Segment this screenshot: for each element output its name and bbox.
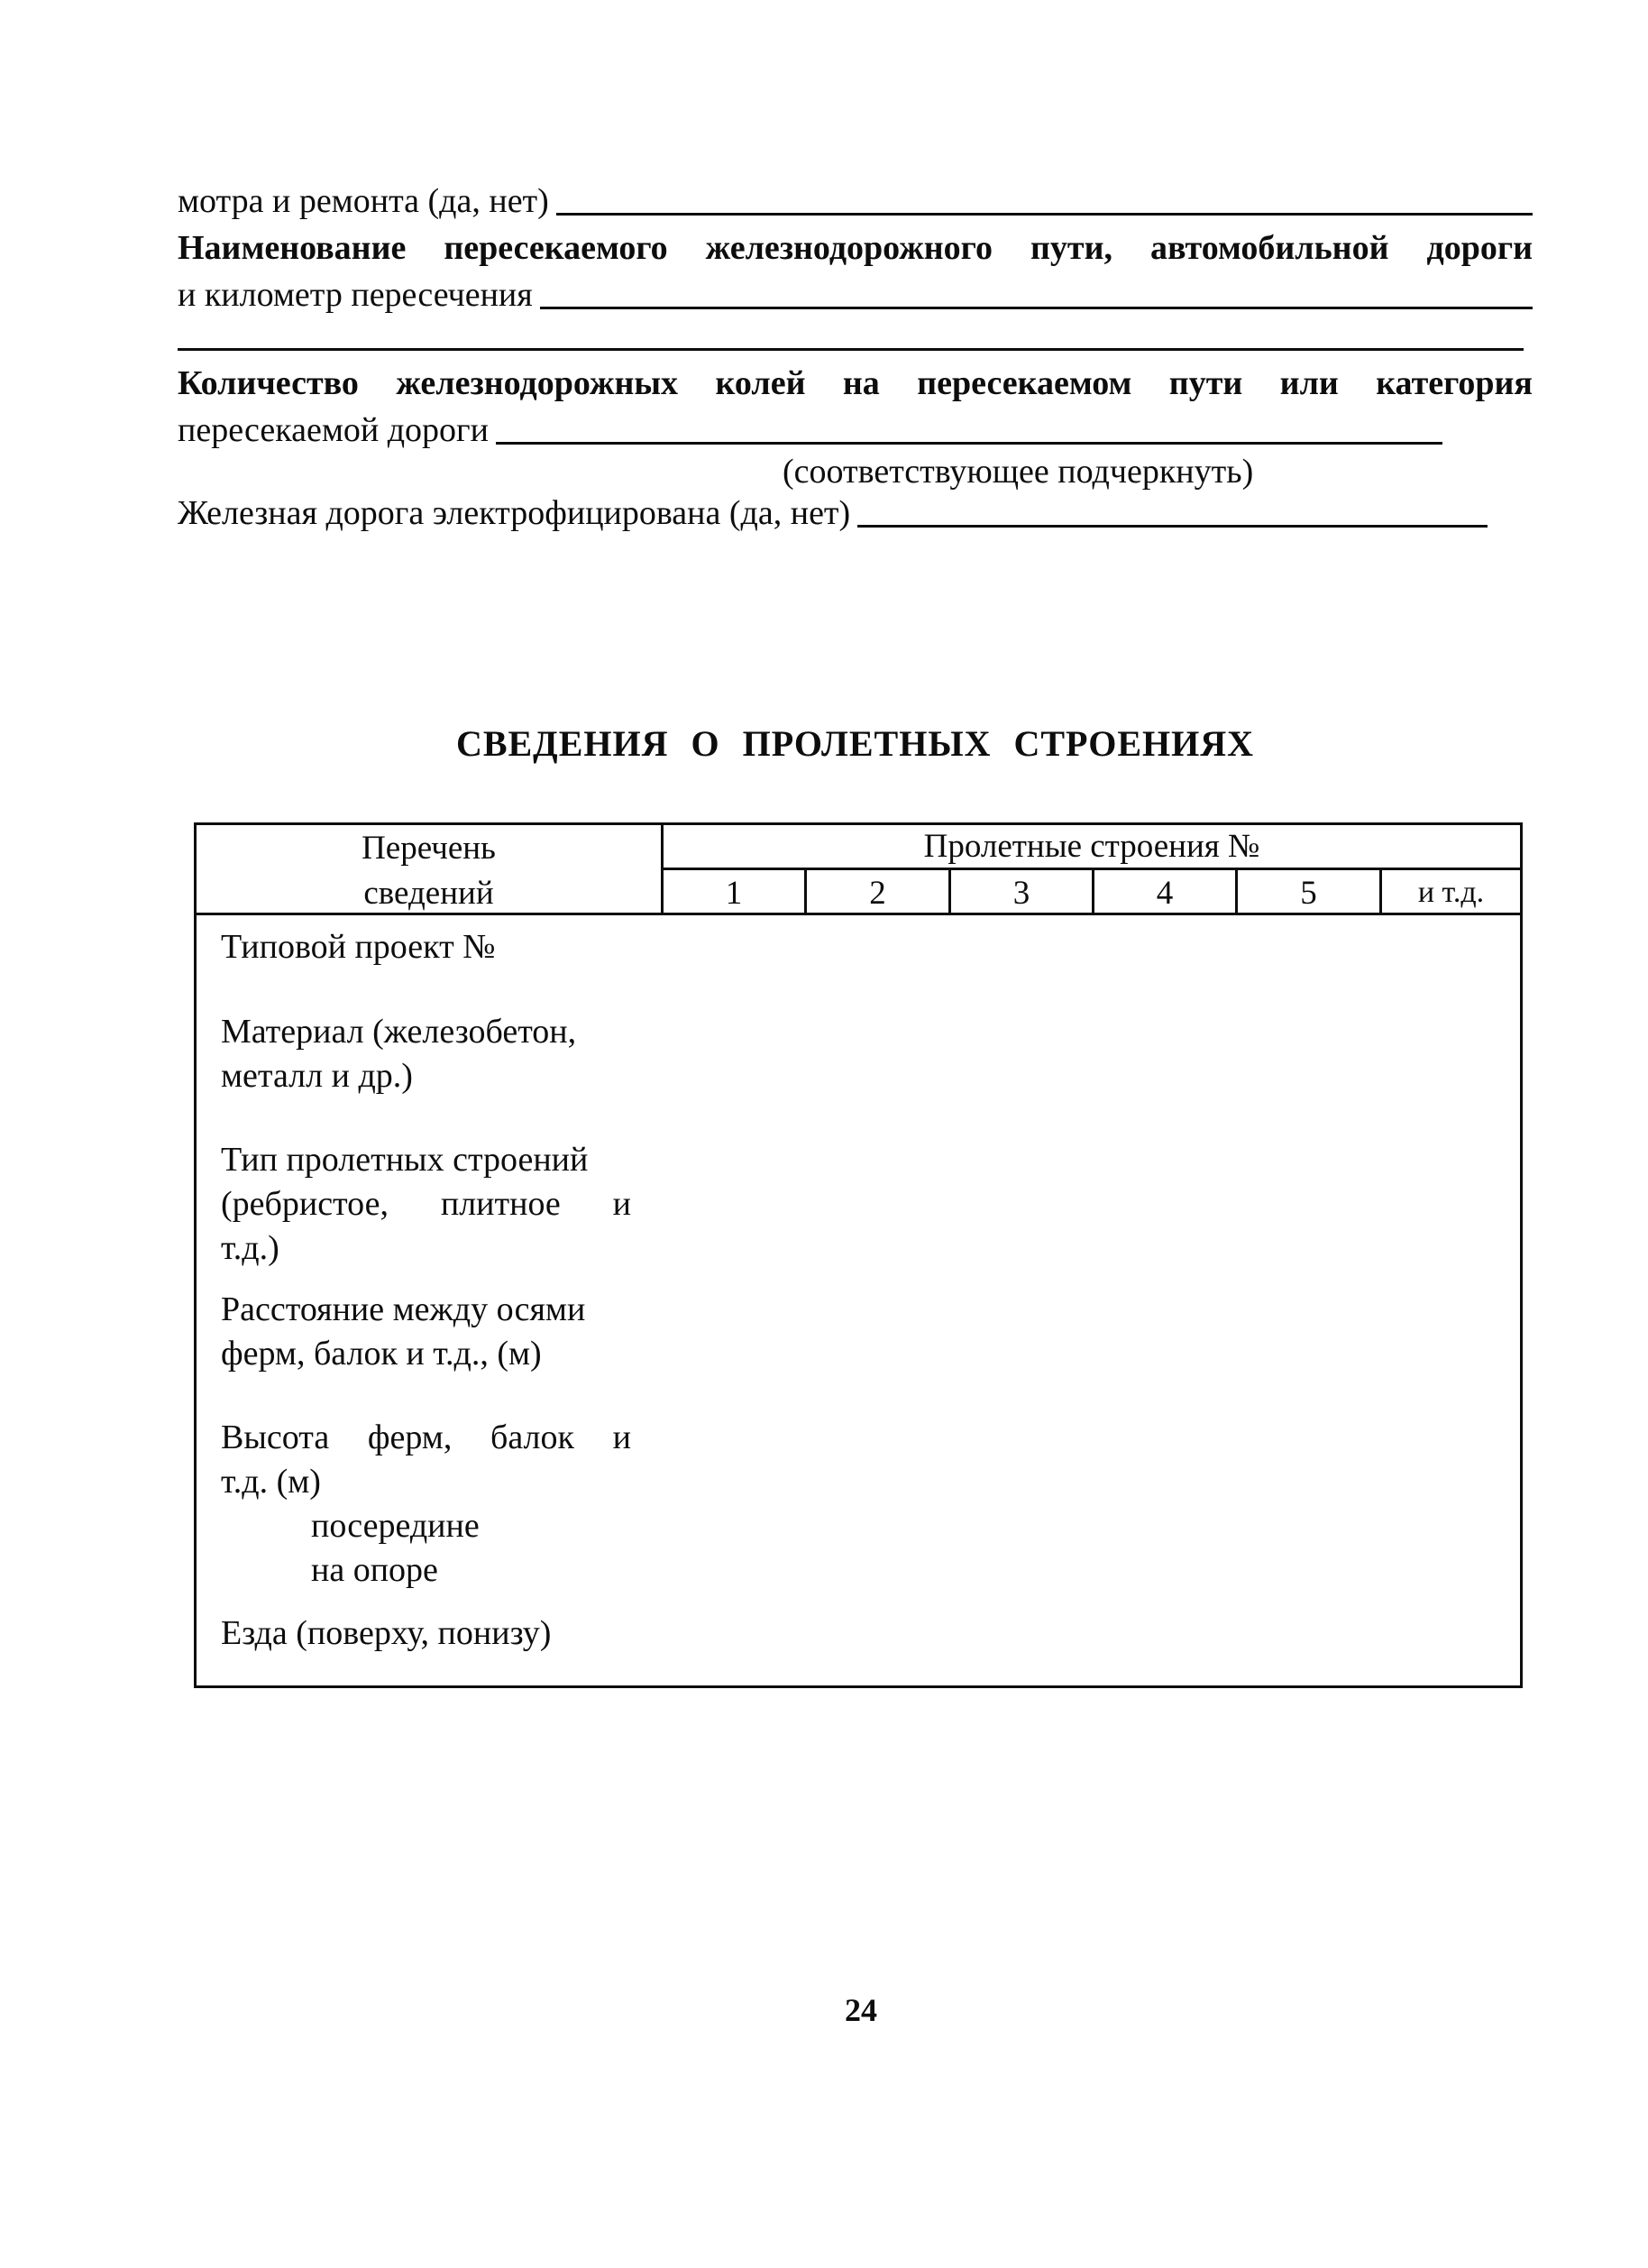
table-row-typical-project bbox=[221, 925, 495, 969]
table-row-span-type bbox=[221, 1138, 631, 1271]
header-left-line2: сведений bbox=[363, 874, 494, 912]
table-row-material bbox=[221, 1010, 576, 1098]
form-line-track-count: Количество железнодорожных колей на пересекаемом пути или категория bbox=[178, 364, 1533, 402]
header-col-4: 4 bbox=[1156, 874, 1174, 912]
row-line: Езда (поверху, понизу) bbox=[221, 1614, 552, 1652]
table-row-truss-height bbox=[221, 1416, 631, 1593]
form-line-kilometer bbox=[178, 274, 1533, 316]
form-line-repair bbox=[178, 180, 1533, 222]
row-line: Расстояние между осями bbox=[221, 1290, 586, 1328]
form-line-crossed-road bbox=[178, 409, 1442, 451]
row-line: (ребристое, плитное и bbox=[221, 1185, 631, 1223]
row-line: т.д. (м) bbox=[221, 1463, 321, 1501]
table-row-axis-distance bbox=[221, 1288, 585, 1376]
spans-table bbox=[194, 822, 1523, 1688]
fill-blank-line-full bbox=[178, 348, 1524, 351]
header-col-2: 2 bbox=[869, 874, 886, 912]
row-subline: посередине bbox=[311, 1507, 480, 1545]
form-line-text: Железная дорога электрофицирована (да, нет) bbox=[178, 494, 851, 532]
row-line: Высота ферм, балок и bbox=[221, 1419, 631, 1456]
fill-blank-line bbox=[540, 307, 1533, 309]
form-line-text: пересекаемой дороги bbox=[178, 411, 489, 449]
header-left-line1: Перечень bbox=[362, 829, 496, 867]
header-col-etc: и т.д. bbox=[1417, 876, 1485, 909]
underline-note: (соответствующее подчеркнуть) bbox=[783, 453, 1254, 491]
row-line: металл и др.) bbox=[221, 1057, 413, 1095]
fill-blank-line bbox=[496, 442, 1442, 445]
form-line-text: и километр пересечения bbox=[178, 276, 533, 314]
form-line-crossing-name: Наименование пересекаемого железнодорожного пути, автомобильной дороги bbox=[178, 229, 1533, 267]
row-line: Материал (железобетон, bbox=[221, 1013, 577, 1051]
header-col-3: 3 bbox=[1012, 874, 1030, 912]
row-line: т.д.) bbox=[221, 1229, 279, 1267]
table-row-deck-position bbox=[221, 1611, 551, 1656]
row-line: Тип пролетных строений bbox=[221, 1141, 589, 1179]
fill-blank-line bbox=[857, 525, 1488, 528]
form-line-electrified bbox=[178, 492, 1488, 534]
row-line: Типовой проект № bbox=[221, 928, 496, 966]
header-span-title: Пролетные строения № bbox=[923, 828, 1260, 865]
section-title: СВЕДЕНИЯ О ПРОЛЕТНЫХ СТРОЕНИЯХ bbox=[455, 723, 1255, 764]
form-line-text: мотра и ремонта (да, нет) bbox=[178, 182, 549, 220]
header-col-5: 5 bbox=[1300, 874, 1317, 912]
page-number: 24 bbox=[845, 1992, 877, 2028]
fill-blank-line bbox=[556, 213, 1533, 216]
header-col-1: 1 bbox=[725, 874, 743, 912]
row-line: ферм, балок и т.д., (м) bbox=[221, 1335, 542, 1373]
row-subline: на опоре bbox=[311, 1551, 438, 1589]
